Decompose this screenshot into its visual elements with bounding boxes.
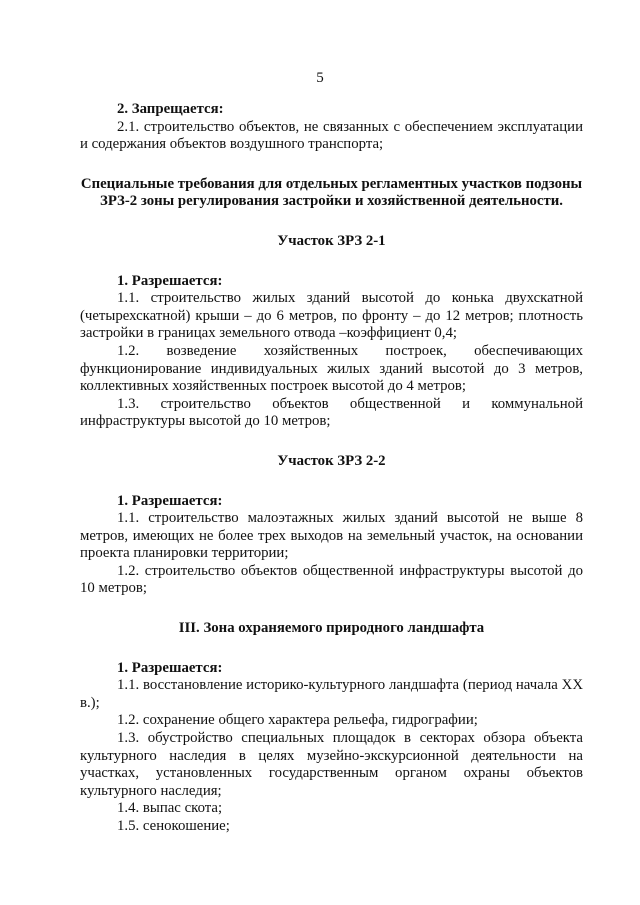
- paragraph: 1.4. выпас скота;: [117, 800, 223, 817]
- paragraph: 1.5. сенокошение;: [117, 818, 230, 834]
- document-body: [80, 101, 583, 836]
- zone-title: III. Зона охраняемого природного ландшафта: [178, 620, 485, 637]
- paragraph: 1.3. строительство объектов общественной и коммунальной инфраструктуры высотой до 10 метров;: [80, 395, 583, 430]
- plot-title: Участок ЗРЗ 2-2: [277, 452, 386, 469]
- paragraph: 2.1. строительство объектов, не связанных с обеспечением эксплуатации и содержания объектов воздушного транспорта;: [80, 118, 583, 153]
- permitted-heading: 1. Разрешается:: [117, 659, 223, 676]
- paragraph: 1.2. возведение хозяйственных построек, обеспечивающих функционирование индивидуальных жилых зданий высотой до 3 метров, коллективных хозяйственных построек высотой до 4 метров;: [80, 342, 583, 395]
- paragraph: 1.1. строительство жилых зданий высотой до конька двухскатной (четырехскатной) крыши – до 6 метров, по фронту – до 12 метров; плотность застройки в границах земельного отвода –коэффициент 0,4;: [80, 290, 583, 342]
- prohibited-heading: 2. Запрещается:: [117, 101, 224, 117]
- paragraph: 1.2. сохранение общего характера рельефа, гидрографии;: [117, 712, 478, 729]
- page-number: 5: [316, 70, 324, 86]
- permitted-heading: 1. Разрешается:: [117, 272, 223, 289]
- paragraph: 1.1. строительство малоэтажных жилых зданий высотой не выше 8 метров, имеющих не более трех выходов на земельный участок, на основании проекта планировки территории;: [80, 510, 583, 562]
- special-requirements-title: Специальные требования для отдельных регламентных участков подзоны ЗРЗ-2 зоны регулирования застройки и хозяйственной деятельности.: [80, 175, 583, 210]
- permitted-heading: 1. Разрешается:: [117, 492, 223, 509]
- paragraph: 1.3. обустройство специальных площадок в секторах обзора объекта культурного наследия в целях музейно-экскурсионной деятельности на участках, установленных государственным органом охраны объектов культурного наследия;: [80, 730, 583, 799]
- plot-title: Участок ЗРЗ 2-1: [277, 232, 386, 249]
- paragraph: 1.2. строительство объектов общественной инфраструктуры высотой до 10 метров;: [80, 562, 583, 597]
- paragraph: 1.1. восстановление историко-культурного ландшафта (период начала XX в.);: [80, 677, 583, 711]
